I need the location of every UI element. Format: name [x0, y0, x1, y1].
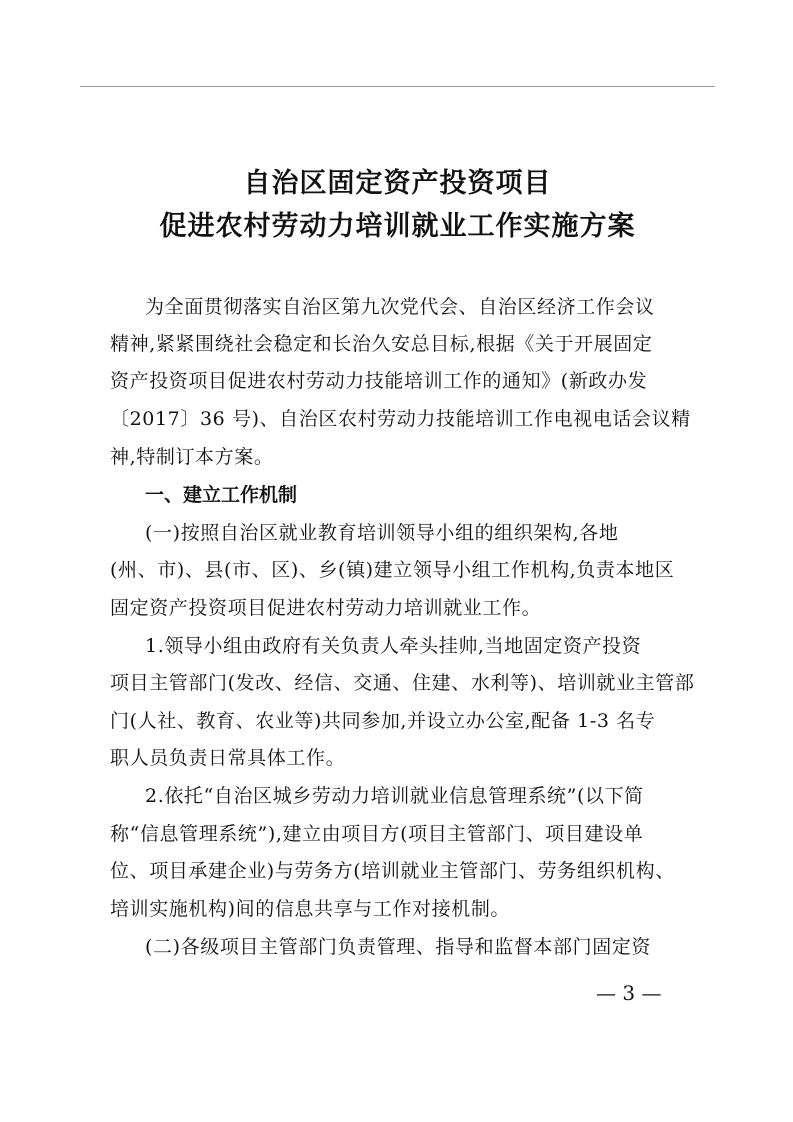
sub-item-2-line-1: 2.依托“自治区城乡劳动力培训就业信息管理系统”(以下简: [145, 785, 644, 807]
sub-item-1-line-3: 门(人社、教育、农业等)共同参加,并设立办公室,配备 1-3 名专: [110, 710, 656, 732]
document-title: [80, 162, 715, 248]
intro-line-5: 神,特制订本方案。: [110, 446, 274, 468]
intro-line-3: 资产投资项目促进农村劳动力技能培训工作的通知》(新政办发: [110, 370, 648, 392]
title-line-1: 自治区固定资产投资项目: [243, 168, 552, 199]
sub-item-1-line-2: 项目主管部门(发改、经信、交通、住建、水利等)、培训就业主管部: [110, 672, 695, 694]
item-1-line-3: 固定资产投资项目促进农村劳动力培训就业工作。: [110, 597, 542, 619]
page-number: — 3 —: [596, 981, 662, 1005]
intro-line-2: 精神,紧紧围绕社会稳定和长治久安总目标,根据《关于开展固定: [110, 333, 653, 355]
section-heading-1: 一、建立工作机制: [145, 484, 298, 506]
title-line-2: 促进农村劳动力培训就业工作实施方案: [159, 211, 636, 242]
item-2-line-1: (二)各级项目主管部门负责管理、指导和监督本部门固定资: [145, 936, 652, 958]
sub-item-1-line-4: 职人员负责日常具体工作。: [110, 747, 346, 769]
item-1-line-1: (一)按照自治区就业教育培训领导小组的组织架构,各地: [145, 522, 619, 544]
sub-item-2-line-4: 培训实施机构)间的信息共享与工作对接机制。: [110, 898, 511, 920]
header-rule: [80, 86, 715, 87]
sub-item-2-line-2: 称“信息管理系统”),建立由项目方(项目主管部门、项目建设单: [110, 823, 644, 845]
sub-item-1-line-1: 1.领导小组由政府有关负责人牵头挂帅,当地固定资产投资: [145, 635, 642, 657]
item-1-line-2: (州、市)、县(市、区)、乡(镇)建立领导小组工作机构,负责本地区: [110, 559, 675, 581]
intro-line-4: 〔2017〕36 号)、自治区农村劳动力技能培训工作电视电话会议精: [110, 408, 691, 430]
intro-line-1: 为全面贯彻落实自治区第九次党代会、自治区经济工作会议: [145, 296, 655, 318]
sub-item-2-line-3: 位、项目承建企业)与劳务方(培训就业主管部门、劳务组织机构、: [110, 860, 675, 882]
